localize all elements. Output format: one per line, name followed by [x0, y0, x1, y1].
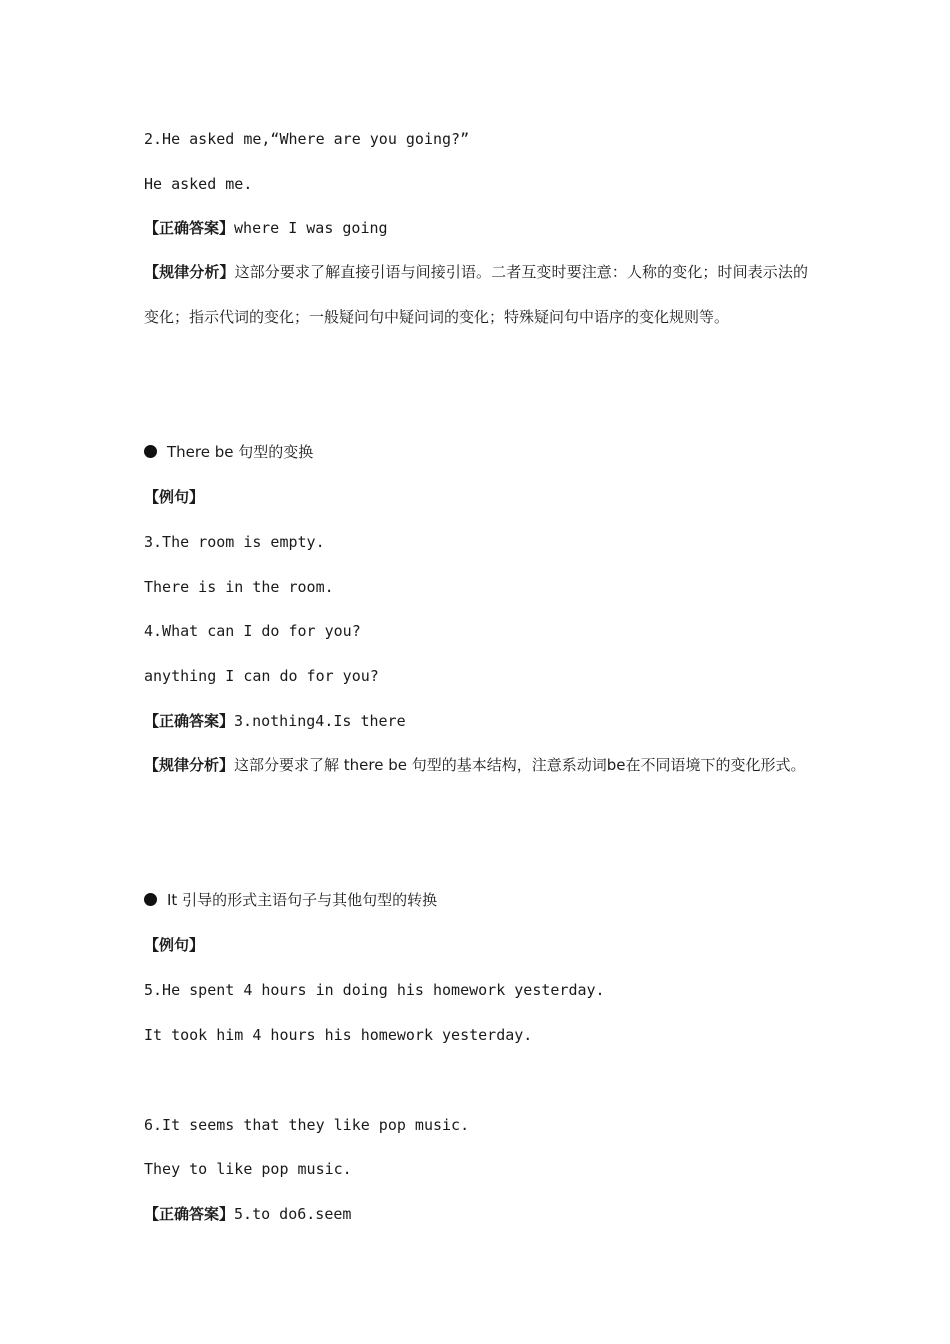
question-3: 3.The room is empty.	[144, 533, 325, 551]
answer-label: 【正确答案】	[144, 1205, 235, 1223]
answer-text: where I was going	[234, 219, 388, 237]
answer-3	[144, 1204, 814, 1224]
answer-label: 【正确答案】	[144, 712, 235, 730]
question-6: 6.It seems that they like pop music.	[144, 1116, 470, 1134]
analysis-2	[144, 743, 808, 788]
question-5: 5.He spent 4 hours in doing his homework yesterday.	[144, 981, 605, 999]
answer-2	[144, 711, 814, 731]
analysis-1	[144, 250, 808, 340]
section-heading-it	[144, 890, 814, 910]
question-6-rewrite: They to like pop music.	[144, 1160, 352, 1178]
bullet-icon	[144, 445, 157, 458]
question-5-rewrite: It took him 4 hours his homework yesterday.	[144, 1026, 533, 1044]
example-label: 【例句】	[144, 488, 205, 506]
question-2-rewrite: He asked me.	[144, 175, 253, 193]
question-3-rewrite: There is in the room.	[144, 578, 334, 596]
section-heading-there-be	[144, 442, 814, 462]
bullet-icon	[144, 893, 157, 906]
answer-label: 【正确答案】	[144, 219, 235, 237]
section-title: There be 句型的变换	[167, 443, 314, 461]
answer-text: 5.to do6.seem	[234, 1205, 352, 1223]
analysis-text: 这部分要求了解 there be 句型的基本结构，注意系动词be在不同语境下的变化形式。	[234, 756, 806, 774]
answer-1	[144, 218, 814, 238]
section-title: It 引导的形式主语句子与其他句型的转换	[167, 891, 438, 909]
analysis-label: 【规律分析】	[144, 263, 235, 281]
analysis-text: 这部分要求了解直接引语与间接引语。二者互变时要注意：人称的变化；时间表示法的变化；指示代词的变化；一般疑问句中疑问词的变化；特殊疑问句中语序的变化规则等。	[144, 263, 808, 326]
question-4: 4.What can I do for you?	[144, 622, 361, 640]
answer-text: 3.nothing4.Is there	[234, 712, 406, 730]
question-2: 2.He asked me,“Where are you going?”	[144, 130, 470, 148]
analysis-label: 【规律分析】	[144, 756, 235, 774]
example-label: 【例句】	[144, 936, 205, 954]
question-4-rewrite: anything I can do for you?	[144, 667, 379, 685]
